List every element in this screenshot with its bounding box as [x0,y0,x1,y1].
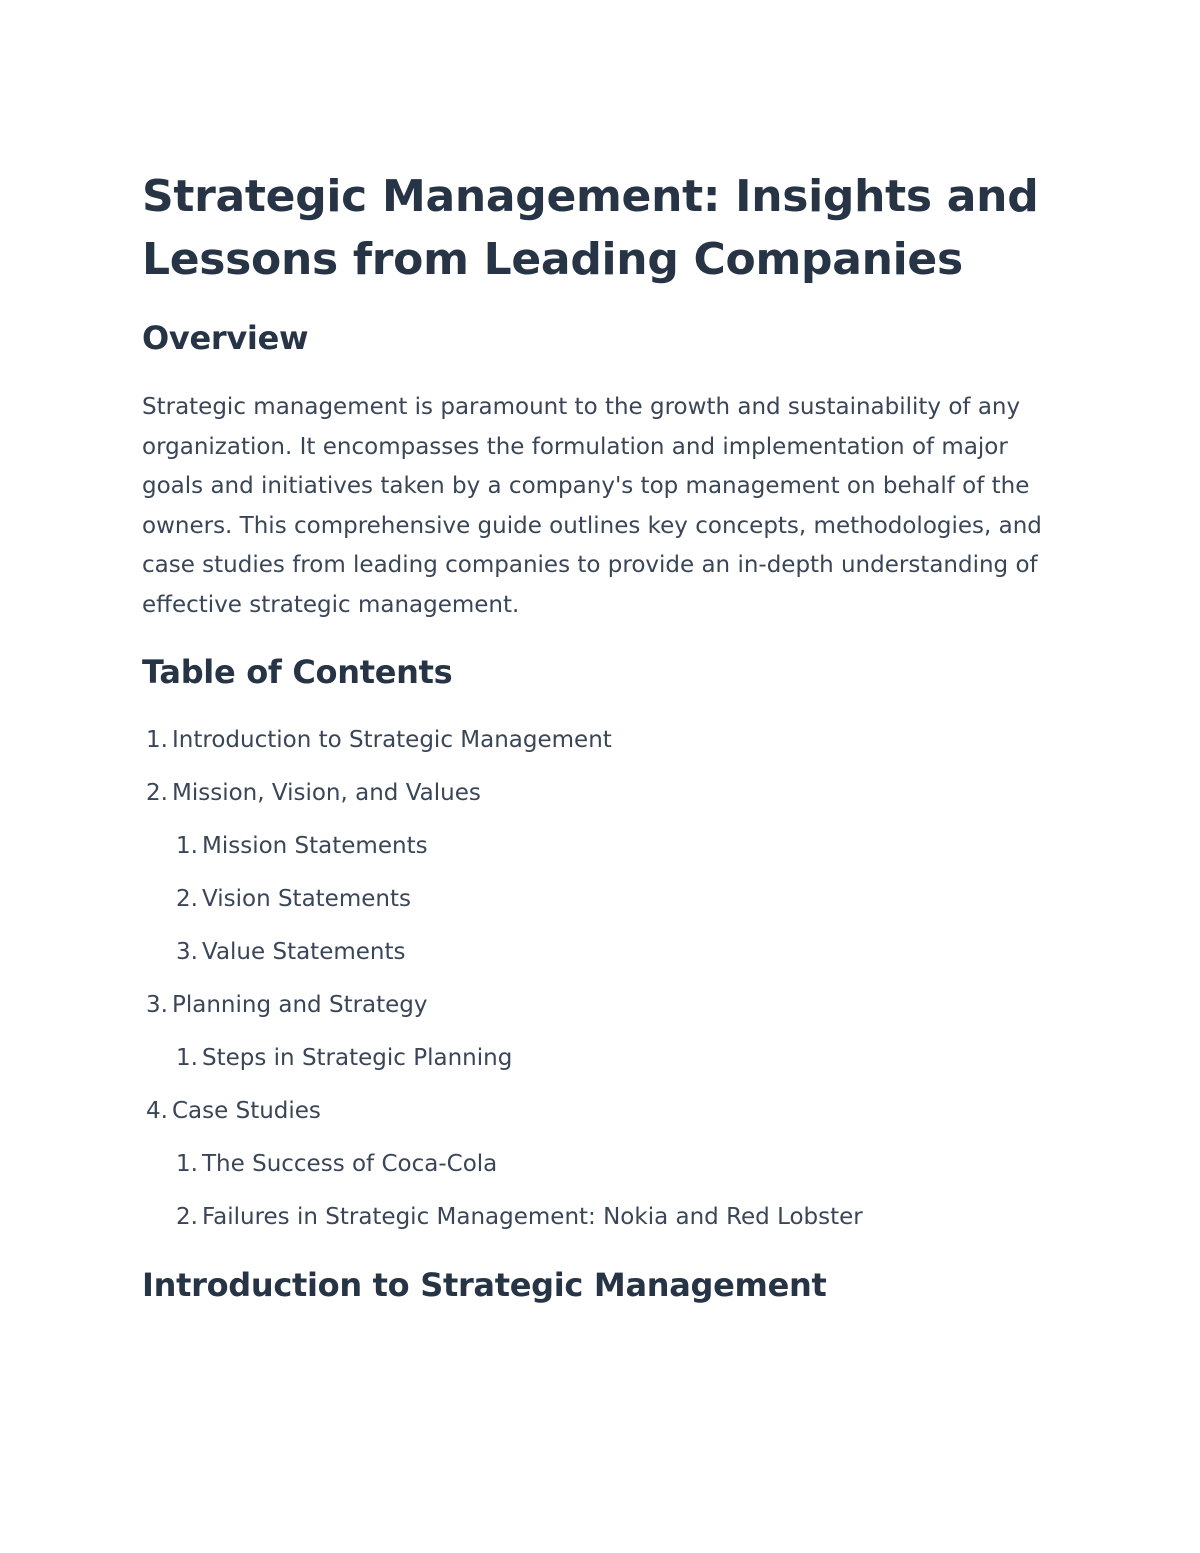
toc-item-label: Value Statements [202,939,406,965]
toc-item-number: 1. [146,727,168,753]
document-title: Strategic Management: Insights and Lessons from Leading Companies [142,171,1039,285]
toc-item-label: Case Studies [172,1098,321,1124]
toc-item-number: 2. [176,886,198,912]
toc-item-number: 3. [176,939,198,965]
toc-item[interactable] [142,778,481,808]
toc-heading: Table of Contents [142,653,453,691]
toc-item-number: 2. [176,1204,198,1230]
intro-heading: Introduction to Strategic Management [142,1266,827,1304]
toc-subitem[interactable] [172,1043,512,1073]
toc-item-label: Mission, Vision, and Values [172,780,481,806]
toc-item-number: 4. [146,1098,168,1124]
toc-item-label: Vision Statements [202,886,411,912]
toc-item[interactable] [142,1096,321,1126]
toc-item-number: 1. [176,833,198,859]
overview-heading: Overview [142,319,309,357]
toc-subitem[interactable] [172,884,411,914]
toc-subitem[interactable] [172,831,428,861]
toc-item-label: The Success of Coca-Cola [202,1151,498,1177]
toc-subitem[interactable] [172,937,406,967]
overview-paragraph: Strategic management is paramount to the growth and sustainability of any organization. It encompasses the formulation and implementation of major goals and initiatives taken by a company's top management on behalf of the owners. This comprehensive guide outlines key concepts, methodologies, and case studies from leading companies to provide an in-depth understanding of effective strategic management. [142,394,1042,618]
toc-item-number: 1. [176,1151,198,1177]
toc-item[interactable] [142,990,428,1020]
toc-item-number: 2. [146,780,168,806]
toc-subitem[interactable] [172,1202,863,1232]
toc-item[interactable] [142,725,612,755]
toc-item-label: Introduction to Strategic Management [172,727,612,753]
toc-subitem[interactable] [172,1149,497,1179]
toc-item-number: 1. [176,1045,198,1071]
toc-item-label: Planning and Strategy [172,992,428,1018]
toc-item-label: Failures in Strategic Management: Nokia and Red Lobster [202,1204,863,1230]
toc-item-label: Mission Statements [202,833,428,859]
toc-item-label: Steps in Strategic Planning [202,1045,513,1071]
toc-item-number: 3. [146,992,168,1018]
